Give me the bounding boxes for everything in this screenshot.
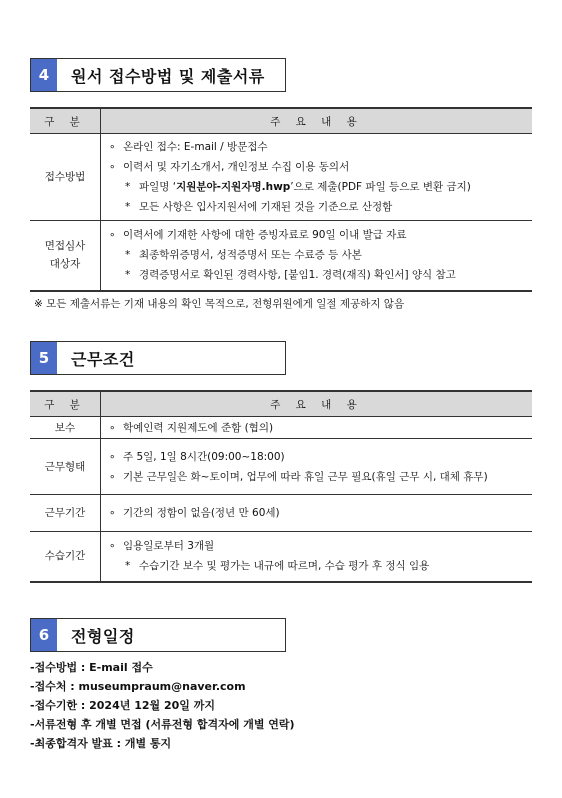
asterisk-icon: * <box>125 560 131 573</box>
row-label: 접수방법 <box>30 134 101 221</box>
asterisk-icon: * <box>125 269 131 282</box>
application-table <box>30 107 532 292</box>
header-content: 주 요 내 용 <box>101 108 533 134</box>
bullet-icon: ∘ <box>109 540 116 553</box>
table-row <box>30 532 532 582</box>
header-category: 구 분 <box>30 391 101 417</box>
table-row <box>30 495 532 532</box>
list-item: 온라인 접수: E-mail / 방문접수 <box>123 141 268 153</box>
schedule-item: -접수처 : museumpraum@naver.com <box>30 680 246 693</box>
section-5-header <box>30 341 286 375</box>
sub-item-post: ’으로 제출(PDF 파일 등으로 변환 금지) <box>290 181 471 193</box>
section-number: 5 <box>31 342 57 374</box>
sub-item: 수습기간 보수 및 평가는 내규에 따르며, 수습 평가 후 정식 임용 <box>139 560 430 573</box>
bullet-icon: ∘ <box>109 161 116 173</box>
schedule-item: -접수방법 : E-mail 접수 <box>30 661 153 674</box>
asterisk-icon: * <box>125 249 131 262</box>
schedule-item: -최종합격자 발표 : 개별 통지 <box>30 737 172 750</box>
row-label: 보수 <box>30 417 101 439</box>
table-row <box>30 221 532 291</box>
header-content: 주 요 내 용 <box>101 391 533 417</box>
row-label: 근무기간 <box>30 495 101 532</box>
list-item: 임용일로부터 3개월 <box>123 540 215 553</box>
section-6-header <box>30 618 286 652</box>
table-row <box>30 134 532 221</box>
bullet-icon: ∘ <box>109 507 116 519</box>
documents-note: ※ 모든 제출서류는 기재 내용의 확인 목적으로, 전형위원에게 일절 제공하지 않음 <box>34 298 405 310</box>
section-number: 4 <box>31 59 57 91</box>
sub-item: 최종학위증명서, 성적증명서 또는 수료증 등 사본 <box>139 249 362 262</box>
schedule-item: -접수기한 : 2024년 12월 20일 까지 <box>30 699 215 712</box>
sub-item: 경력증명서로 확인된 경력사항, [붙임1. 경력(재직) 확인서] 양식 참고 <box>139 269 456 282</box>
section-number: 6 <box>31 619 57 651</box>
section-title: 원서 접수방법 및 제출서류 <box>71 66 265 86</box>
header-category: 구 분 <box>30 108 101 134</box>
row-label: 근무형태 <box>30 439 101 495</box>
table-row <box>30 417 532 439</box>
row-label: 수습기간 <box>30 532 101 582</box>
filename: 지원분야-지원자명.hwp <box>176 181 291 193</box>
bullet-icon: ∘ <box>109 470 116 483</box>
sub-item-pre: 파일명 ‘ <box>139 181 177 193</box>
table-row <box>30 439 532 495</box>
row-label: 면접심사 대상자 <box>30 221 101 291</box>
section-title: 근무조건 <box>71 349 135 369</box>
schedule-list <box>30 658 295 753</box>
sub-item: 모든 사항은 입사지원서에 기재된 것을 기준으로 산정함 <box>139 201 393 213</box>
list-item: 기본 근무일은 화~토이며, 업무에 따라 휴일 근무 필요(휴일 근무 시, 대체 휴무) <box>123 470 488 483</box>
schedule-item: -서류전형 후 개별 면접 (서류전형 합격자에 개별 연락) <box>30 718 295 731</box>
list-item: 기간의 정함이 없음(정년 만 60세) <box>123 507 280 519</box>
bullet-icon: ∘ <box>109 421 116 434</box>
list-item: 주 5일, 1일 8시간(09:00~18:00) <box>123 450 285 463</box>
list-item: 학예인력 지원제도에 준함 (협의) <box>123 421 274 434</box>
bullet-icon: ∘ <box>109 450 116 463</box>
list-item: 이력서 및 자기소개서, 개인정보 수집 이용 동의서 <box>123 161 350 173</box>
asterisk-icon: * <box>125 181 131 193</box>
section-4-header <box>30 58 286 92</box>
work-conditions-table <box>30 390 532 583</box>
section-title: 전형일정 <box>71 626 135 646</box>
bullet-icon: ∘ <box>109 229 116 242</box>
asterisk-icon: * <box>125 201 131 213</box>
bullet-icon: ∘ <box>109 141 116 153</box>
list-item: 이력서에 기재한 사항에 대한 증빙자료로 90일 이내 발급 자료 <box>123 229 407 242</box>
